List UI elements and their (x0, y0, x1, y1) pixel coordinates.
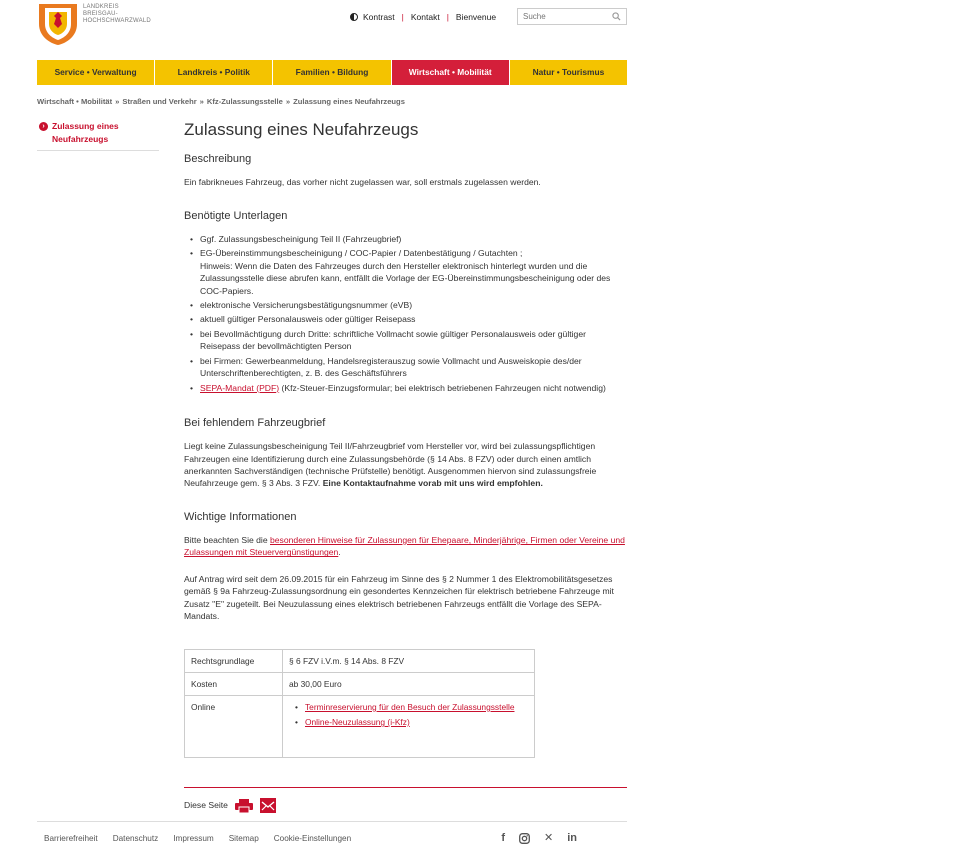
chevron-right-icon: › (39, 122, 48, 131)
sidebar (37, 120, 159, 151)
terminreservierung-link[interactable]: Terminreservierung für den Besuch der Zulassungsstelle (305, 701, 515, 712)
sepa-mandat-link[interactable]: SEPA-Mandat (PDF) (200, 382, 280, 393)
list-item (190, 247, 627, 297)
footer-link-barrierefreiheit[interactable]: Barrierefreiheit (44, 834, 98, 844)
table-key: Rechtsgrundlage (185, 649, 283, 672)
footer-link-cookie-einstellungen[interactable]: Cookie-Einstellungen (273, 834, 352, 844)
breadcrumb-item[interactable]: Straßen und Verkehr (122, 97, 197, 106)
search-icon[interactable] (612, 12, 621, 21)
breadcrumb-item[interactable]: Kfz-Zulassungsstelle (206, 97, 283, 106)
social-links (501, 831, 577, 845)
section-fehlend (184, 416, 627, 490)
list-item (295, 701, 528, 713)
logo[interactable] (37, 2, 151, 46)
section-beschreibung (184, 152, 627, 188)
search-box (517, 8, 627, 25)
section-text (184, 534, 627, 559)
xing-icon[interactable]: ✕ (544, 832, 554, 844)
table-value: ab 30,00 Euro (283, 672, 535, 695)
table-row (185, 695, 535, 757)
nav-landkreis-politik[interactable]: Landkreis • Politik (155, 60, 273, 85)
main-navigation (37, 60, 627, 85)
text-pre: Bitte beachten Sie die (184, 534, 270, 545)
besondere-hinweise-link[interactable]: besonderen Hinweise für Zulassungen für Ehepaare, Minderjährige, Firmen oder Vereine und Zulassungen mit Steuervergünstigungen (184, 534, 625, 558)
list-item: • aktuell gültiger Personalausweis oder gültiger Reisepass (190, 313, 627, 325)
breadcrumb-separator: » (115, 97, 120, 106)
footer-link-sitemap[interactable]: Sitemap (228, 834, 259, 844)
section-heading: Benötigte Unterlagen (184, 209, 288, 222)
divider: | (401, 12, 404, 22)
breadcrumb (37, 96, 405, 107)
table-row (185, 649, 535, 672)
list-item (295, 716, 528, 728)
section-text-body: Liegt keine Zulassungsbescheinigung Teil II/Fahrzeugbrief vom Hersteller vor, wird bei zulassungspflichtigen Fahrzeugen eine Identifizierung durch eine Zulassungsbehörde (§ 14 Abs. 8 FZV) oder durch einen amtlich anerkannten Sachverständigen (technische Prüfstelle) benötigt. Ausgenommen hiervon sind zulassungsfreie Neufahrzeuge gem. § 3 Abs. 3 FZV. (184, 441, 597, 489)
page-actions (184, 787, 627, 813)
table-row (185, 672, 535, 695)
nav-familien-bildung[interactable]: Familien • Bildung (273, 60, 391, 85)
list-item-note: Hinweis: Wenn die Daten des Fahrzeuges durch den Hersteller elektronisch hinterlegt wurden und die Zulassungsstelle diese abrufen kann, entfällt die Vorlage der EG-Übereinstimmungsbescheinigung oder des COC-Papiers. (200, 260, 611, 296)
contrast-link[interactable]: Kontrast (363, 12, 395, 22)
list-item: • elektronische Versicherungsbestätigungsnummer (eVB) (190, 299, 627, 311)
section-text-emphasis: Eine Kontaktaufnahme vorab mit uns wird empfohlen. (322, 478, 543, 489)
logo-line-1: LANDKREIS (83, 4, 119, 10)
nav-service-verwaltung[interactable]: Service • Verwaltung (37, 60, 155, 85)
list-item (190, 382, 627, 394)
online-links (289, 701, 528, 728)
coat-of-arms-icon (37, 2, 79, 46)
top-navigation (350, 11, 496, 23)
footer-link-impressum[interactable]: Impressum (173, 834, 214, 844)
breadcrumb-separator: » (285, 97, 291, 106)
list-item: • bei Bevollmächtigung durch Dritte: schriftliche Vollmacht sowie gültiger Personalausweis oder gültiger Reisepass der bevollmächtigten Person (190, 328, 627, 353)
main-content (184, 120, 627, 758)
document-list (184, 233, 627, 394)
section-heading: Beschreibung (184, 153, 252, 166)
breadcrumb-separator: » (199, 97, 204, 106)
footer-link-datenschutz[interactable]: Datenschutz (112, 834, 159, 844)
table-value: § 6 FZV i.V.m. § 14 Abs. 8 FZV (283, 649, 535, 672)
info-table (184, 649, 535, 758)
search-input[interactable] (523, 12, 609, 21)
section-unterlagen (184, 209, 627, 394)
divider: | (446, 12, 449, 22)
section-heading: Bei fehlendem Fahrzeugbrief (184, 417, 326, 430)
text-post: . (338, 547, 341, 558)
table-value (283, 695, 535, 757)
footer (37, 821, 627, 845)
nav-natur-tourismus[interactable]: Natur • Tourismus (510, 60, 627, 85)
table-key: Kosten (185, 672, 283, 695)
list-item-text: • EG-Übereinstimmungsbescheinigung / COC-Papier / Datenbestätigung / Gutachten ; (200, 248, 523, 259)
list-item: • Ggf. Zulassungsbescheinigung Teil II (Fahrzeugbrief) (190, 233, 627, 245)
section-wichtig (184, 510, 627, 623)
page-actions-label: Diese Seite (184, 800, 228, 811)
list-item-text: (Kfz-Steuer-Einzugsformular; bei elektrisch betriebenen Fahrzeugen nicht notwendig) (279, 382, 606, 393)
logo-line-3: HOCHSCHWARZWALD (83, 17, 151, 24)
welcome-link[interactable]: Bienvenue (455, 12, 497, 22)
contrast-icon[interactable] (350, 13, 358, 21)
list-item: • bei Firmen: Gewerbeanmeldung, Handelsregisterauszug sowie Vollmacht und Ausweiskopie des/der Unterschriftenberechtigten, z. B. des Geschäftsführers (190, 355, 627, 380)
breadcrumb-item[interactable]: Wirtschaft • Mobilität (37, 97, 113, 106)
sidebar-item-zulassung-neufahrzeug[interactable] (37, 120, 159, 146)
contact-link[interactable]: Kontakt (410, 12, 440, 22)
linkedin-icon[interactable]: in (567, 832, 577, 844)
online-neuzulassung-link[interactable]: Online-Neuzulassung (i-Kfz) (305, 717, 410, 728)
logo-line-2: BREISGAU- (83, 10, 118, 17)
section-text: Ein fabrikneues Fahrzeug, das vorher nicht zugelassen war, soll erstmals zugelassen werden. (184, 177, 541, 188)
breadcrumb-current: Zulassung eines Neufahrzeugs (293, 97, 405, 106)
print-icon[interactable] (235, 799, 253, 813)
section-text: Auf Antrag wird seit dem 26.09.2015 für ein Fahrzeug im Sinne des § 2 Nummer 1 des Elektromobilitätsgesetzes gemäß § 9a Fahrzeug-Zulassungsordnung ein gesondertes Kennzeichen für elektrisch betriebene Fahrzeuge mit Zusatz "E" zugeteilt. Bei Neuzulassung eines elektrisch betriebenen Fahrzeugs entfällt die Vorlage des SEPA-Mandats. (184, 573, 614, 622)
instagram-icon[interactable] (519, 833, 530, 844)
table-key: Online (185, 695, 283, 757)
nav-wirtschaft-mobilitaet[interactable]: Wirtschaft • Mobilität (392, 60, 510, 85)
facebook-icon[interactable]: f (501, 832, 505, 844)
page-title: Zulassung eines Neufahrzeugs (184, 120, 419, 139)
sidebar-item-label: Zulassung eines Neufahrzeugs (52, 121, 119, 144)
mail-icon[interactable] (260, 798, 276, 813)
section-text (184, 440, 627, 490)
section-heading: Wichtige Informationen (184, 510, 297, 523)
